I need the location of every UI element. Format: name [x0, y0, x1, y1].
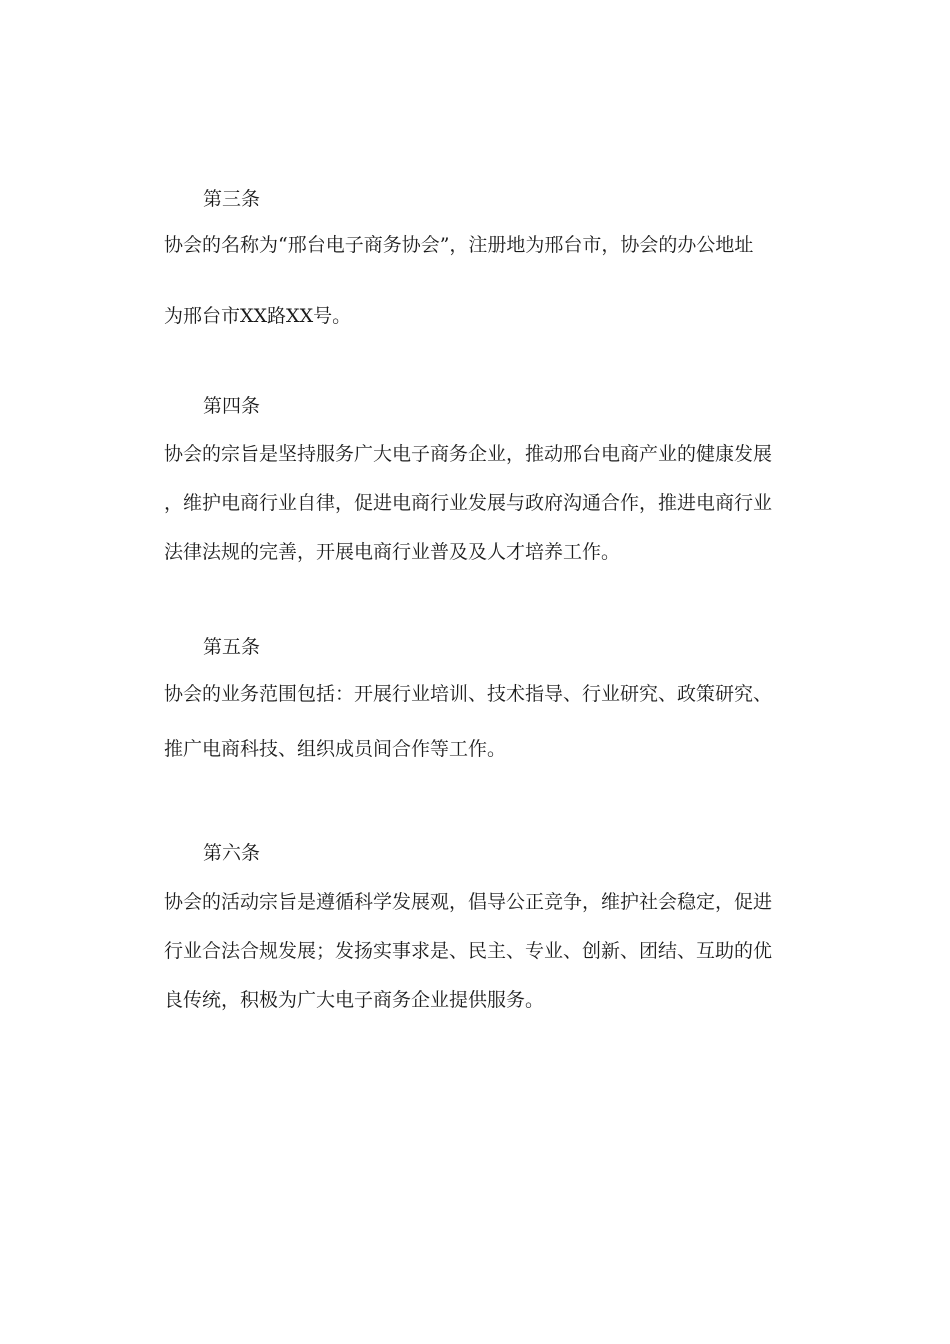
article-heading: 第五条 — [203, 636, 261, 658]
body-line: 协会的活动宗旨是遵循科学发展观，倡导公正竞争，维护社会稳定，促进 — [164, 891, 773, 913]
article-body — [164, 891, 784, 1011]
body-line: 协会的名称为“邢台电子商务协会”，注册地为邢台市，协会的办公地址 — [164, 234, 754, 256]
body-line: 行业合法合规发展；发扬实事求是、民主、专业、创新、团结、互助的优 — [164, 940, 773, 962]
article-heading: 第四条 — [203, 395, 261, 417]
body-line: 法律法规的完善，开展电商行业普及及人才培养工作。 — [164, 541, 621, 563]
body-line: 协会的业务范围包括：开展行业培训、技术指导、行业研究、政策研究、 — [164, 683, 773, 705]
article-body — [164, 683, 784, 760]
article-5 — [164, 636, 784, 793]
article-4 — [164, 395, 784, 590]
article-heading: 第六条 — [203, 842, 261, 864]
article-body — [164, 234, 784, 344]
body-line: ，维护电商行业自律，促进电商行业发展与政府沟通合作，推进电商行业 — [164, 492, 773, 514]
body-line: 良传统，积极为广大电子商务企业提供服务。 — [164, 989, 545, 1011]
article-heading: 第三条 — [203, 188, 261, 210]
article-body — [164, 443, 784, 563]
article-3 — [164, 188, 784, 344]
body-line: 为邢台市XX路XX号。 — [164, 305, 352, 327]
article-6 — [164, 842, 784, 1038]
body-line: 协会的宗旨是坚持服务广大电子商务企业，推动邢台电商产业的健康发展 — [164, 443, 773, 465]
body-line: 推广电商科技、组织成员间合作等工作。 — [164, 738, 507, 760]
